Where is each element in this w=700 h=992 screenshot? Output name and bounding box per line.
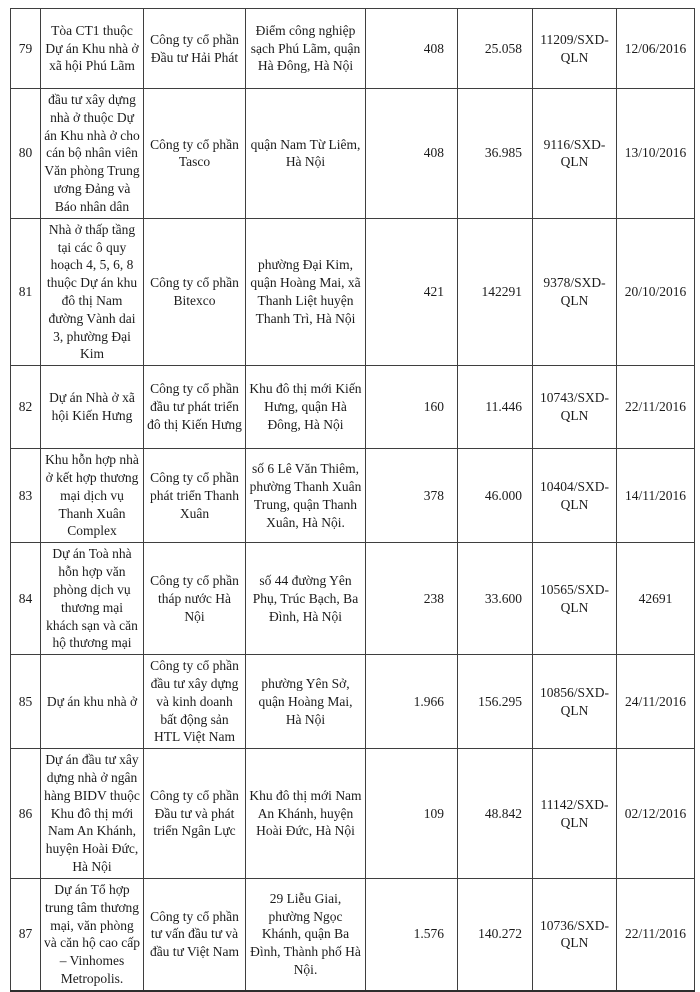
cell-document-number: 10404/SXD-QLN — [533, 449, 617, 543]
cell-unit-count: 1.576 — [366, 878, 458, 990]
cell-project-name: đầu tư xây dựng nhà ở thuộc Dự án Khu nhà ở cho cán bộ nhân viên Văn phòng Trung ương Đảng và Báo nhân dân — [41, 89, 144, 219]
cell-location: phường Đại Kim, quận Hoàng Mai, xã Thanh Liệt huyện Thanh Trì, Hà Nội — [246, 218, 366, 366]
table-row — [11, 89, 695, 219]
cell-unit-count: 1.966 — [366, 655, 458, 749]
cell-investor-name: Công ty cổ phần đầu tư phát triển đô thị Kiến Hưng — [144, 366, 246, 449]
cell-date: 24/11/2016 — [617, 655, 695, 749]
cell-location: quận Nam Từ Liêm, Hà Nội — [246, 89, 366, 219]
cell-unit-count: 421 — [366, 218, 458, 366]
cell-document-number: 10736/SXD-QLN — [533, 878, 617, 990]
table-row — [11, 749, 695, 879]
cell-project-name: Dự án Tổ hợp trung tâm thương mại, văn phòng và căn hộ cao cấp – Vinhomes Metropolis. — [41, 878, 144, 990]
cell-unit-count: 378 — [366, 449, 458, 543]
cell-location: Khu đô thị mới Nam An Khánh, huyện Hoài Đức, Hà Nội — [246, 749, 366, 879]
cell-unit-count: 160 — [366, 366, 458, 449]
cell-investor-name: Công ty cổ phần Tasco — [144, 89, 246, 219]
cell-area-value: 48.842 — [458, 749, 533, 879]
cell-date: 14/11/2016 — [617, 449, 695, 543]
cell-unit-count: 408 — [366, 89, 458, 219]
cell-location: Điểm công nghiệp sạch Phú Lãm, quận Hà Đông, Hà Nội — [246, 9, 366, 89]
cell-document-number: 10565/SXD-QLN — [533, 543, 617, 655]
table-row — [11, 9, 695, 89]
cell-location: phường Yên Sở, quận Hoàng Mai, Hà Nội — [246, 655, 366, 749]
cell-area-value: 140.272 — [458, 878, 533, 990]
cell-unit-count: 238 — [366, 543, 458, 655]
projects-table-body — [11, 9, 695, 991]
cell-investor-name: Công ty cổ phần đầu tư xây dựng và kinh doanh bất động sản HTL Việt Nam — [144, 655, 246, 749]
cell-area-value: 156.295 — [458, 655, 533, 749]
cell-date: 12/06/2016 — [617, 9, 695, 89]
cell-area-value: 36.985 — [458, 89, 533, 219]
cell-investor-name: Công ty cổ phần tư vấn đầu tư và đầu tư Việt Nam — [144, 878, 246, 990]
table-row — [11, 449, 695, 543]
cell-document-number: 10856/SXD-QLN — [533, 655, 617, 749]
cell-row-number: 81 — [11, 218, 41, 366]
cell-location: 29 Liễu Giai, phường Ngọc Khánh, quận Ba Đình, Thành phố Hà Nội. — [246, 878, 366, 990]
cell-location: Khu đô thị mới Kiến Hưng, quận Hà Đông, Hà Nội — [246, 366, 366, 449]
cell-project-name: Dự án đầu tư xây dựng nhà ở ngân hàng BIDV thuộc Khu đô thị mới Nam An Khánh, huyện Hoài Đức, Hà Nội — [41, 749, 144, 879]
cell-date: 22/11/2016 — [617, 878, 695, 990]
cell-area-value: 46.000 — [458, 449, 533, 543]
cell-row-number: 84 — [11, 543, 41, 655]
cell-row-number: 85 — [11, 655, 41, 749]
cell-row-number: 79 — [11, 9, 41, 89]
cell-area-value: 25.058 — [458, 9, 533, 89]
cell-investor-name: Công ty cổ phần tháp nước Hà Nội — [144, 543, 246, 655]
cell-date: 22/11/2016 — [617, 366, 695, 449]
cell-project-name: Dự án Nhà ở xã hội Kiến Hưng — [41, 366, 144, 449]
cell-investor-name: Công ty cổ phần phát triển Thanh Xuân — [144, 449, 246, 543]
cell-project-name: Khu hỗn hợp nhà ở kết hợp thương mại dịch vụ Thanh Xuân Complex — [41, 449, 144, 543]
cell-area-value: 33.600 — [458, 543, 533, 655]
cell-date: 42691 — [617, 543, 695, 655]
cell-document-number: 11142/SXD-QLN — [533, 749, 617, 879]
table-row — [11, 878, 695, 990]
cell-project-name: Dự án khu nhà ở — [41, 655, 144, 749]
cell-location: số 6 Lê Văn Thiêm, phường Thanh Xuân Trung, quận Thanh Xuân, Hà Nội. — [246, 449, 366, 543]
cell-document-number: 10743/SXD-QLN — [533, 366, 617, 449]
cell-row-number: 82 — [11, 366, 41, 449]
cell-investor-name: Công ty cổ phần Đầu tư và phát triển Ngân Lực — [144, 749, 246, 879]
cell-document-number: 11209/SXD-QLN — [533, 9, 617, 89]
cell-unit-count: 408 — [366, 9, 458, 89]
cell-project-name: Tòa CT1 thuộc Dự án Khu nhà ở xã hội Phú Lãm — [41, 9, 144, 89]
cell-location: số 44 đường Yên Phụ, Trúc Bạch, Ba Đình, Hà Nội — [246, 543, 366, 655]
cell-investor-name: Công ty cổ phần Bitexco — [144, 218, 246, 366]
cell-unit-count: 109 — [366, 749, 458, 879]
table-row — [11, 655, 695, 749]
cell-area-value: 142291 — [458, 218, 533, 366]
table-row — [11, 218, 695, 366]
cell-project-name: Dự án Toà nhà hỗn hợp văn phòng dịch vụ thương mại khách sạn và căn hộ thương mại — [41, 543, 144, 655]
cell-date: 20/10/2016 — [617, 218, 695, 366]
cell-document-number: 9116/SXD-QLN — [533, 89, 617, 219]
cell-date: 13/10/2016 — [617, 89, 695, 219]
cell-row-number: 80 — [11, 89, 41, 219]
cell-document-number: 9378/SXD-QLN — [533, 218, 617, 366]
table-row — [11, 543, 695, 655]
cell-investor-name: Công ty cổ phần Đầu tư Hải Phát — [144, 9, 246, 89]
cell-date: 02/12/2016 — [617, 749, 695, 879]
cell-row-number: 86 — [11, 749, 41, 879]
projects-table — [10, 8, 695, 992]
cell-area-value: 11.446 — [458, 366, 533, 449]
cell-row-number: 83 — [11, 449, 41, 543]
table-row — [11, 366, 695, 449]
cell-project-name: Nhà ở thấp tầng tại các ô quy hoạch 4, 5, 6, 8 thuộc Dự án khu đô thị Nam đường Vành dai 3, phường Đại Kim — [41, 218, 144, 366]
cell-row-number: 87 — [11, 878, 41, 990]
